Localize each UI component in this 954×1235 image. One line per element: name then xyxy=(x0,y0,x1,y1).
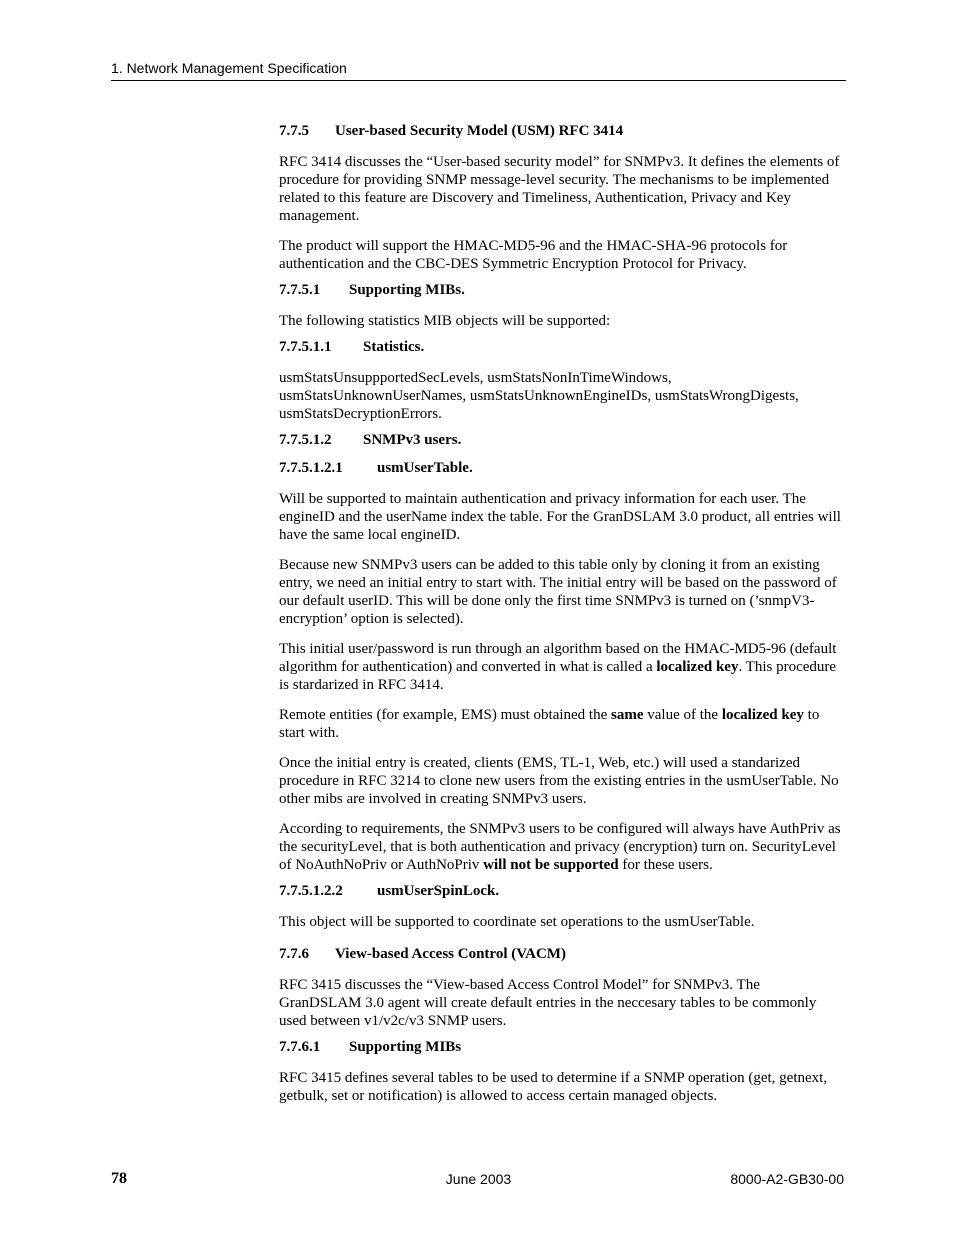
paragraph: Will be supported to maintain authentication and privacy information for each user. The engineID and the userName index the table. For the GranDSLAM 3.0 product, all entries will have the same local engineID. xyxy=(279,491,841,543)
section-title: usmUserTable. xyxy=(377,460,473,476)
document-number: 8000-A2-GB30-00 xyxy=(730,1171,844,1187)
paragraph: RFC 3414 discusses the “User-based security model” for SNMPv3. It defines the elements of procedure for providing SNMP message-level security. The mechanisms to be implemented related to this feature are Discovery and Timeliness, Authentication, Privacy and Key management. xyxy=(279,154,840,224)
paragraph: Once the initial entry is created, clients (EMS, TL-1, Web, etc.) will used a standarized procedure in RFC 3214 to clone new users from the existing entries in the usmUserTable. No other mibs are involved in creating SNMPv3 users. xyxy=(279,755,839,807)
section-number: 7.7.5.1.2.2 xyxy=(279,883,343,899)
section-number: 7.7.6.1 xyxy=(279,1039,321,1055)
heading-7-7-5-1 xyxy=(279,281,844,299)
section-title: User-based Security Model (USM) RFC 3414 xyxy=(335,123,624,139)
section-title: usmUserSpinLock. xyxy=(377,883,500,899)
heading-7-7-5-1-1 xyxy=(279,338,844,356)
paragraph: Remote entities (for example, EMS) must obtained the same value of the localized key to start with. xyxy=(279,707,820,741)
section-title: Supporting MIBs xyxy=(349,1039,462,1055)
footer-date: June 2003 xyxy=(445,1171,512,1187)
heading-7-7-6-1 xyxy=(279,1038,844,1056)
running-header xyxy=(111,59,846,81)
heading-7-7-6 xyxy=(279,945,844,963)
section-number: 7.7.5.1.2 xyxy=(279,432,332,448)
paragraph: Because new SNMPv3 users can be added to this table only by cloning it from an existing entry, we need an initial entry to start with. The initial entry will be based on the password of our default userID. This will be done only the first time SNMPv3 is turned on (’snmpV3-encryption’ option is selected). xyxy=(279,557,837,627)
section-number: 7.7.5.1.2.1 xyxy=(279,460,343,476)
section-title: Supporting MIBs. xyxy=(349,282,465,298)
page-content xyxy=(279,122,844,1117)
heading-7-7-5-1-2 xyxy=(279,431,844,449)
section-number: 7.7.6 xyxy=(279,946,309,962)
section-title: SNMPv3 users. xyxy=(363,432,462,448)
paragraph: usmStatsUnsuppportedSecLevels, usmStatsNonInTimeWindows, usmStatsUnknownUserNames, usmStatsUnknownEngineIDs, usmStatsWrongDigests, usmStatsDecryptionErrors. xyxy=(279,370,799,422)
heading-7-7-5-1-2-1 xyxy=(279,459,844,477)
paragraph: This object will be supported to coordinate set operations to the usmUserTable. xyxy=(279,914,755,930)
not-supported-emphasis: will not be supported xyxy=(483,857,619,873)
section-number: 7.7.5.1 xyxy=(279,282,321,298)
paragraph: RFC 3415 defines several tables to be used to determine if a SNMP operation (get, getnext, getbulk, set or notification) is allowed to access certain managed objects. xyxy=(279,1070,828,1104)
heading-7-7-5 xyxy=(279,122,844,140)
section-title: Statistics. xyxy=(363,339,425,355)
section-number: 7.7.5.1.1 xyxy=(279,339,332,355)
section-title: View-based Access Control (VACM) xyxy=(335,946,566,962)
paragraph: The following statistics MIB objects will be supported: xyxy=(279,313,611,329)
heading-7-7-5-1-2-2 xyxy=(279,882,844,900)
page-number: 78 xyxy=(111,1170,127,1187)
running-title: 1. Network Management Specification xyxy=(111,60,347,76)
localized-key-emphasis: localized key xyxy=(721,707,804,723)
paragraph: RFC 3415 discusses the “View-based Access Control Model” for SNMPv3. The GranDSLAM 3.0 agent will create default entries in the neccesary tables to be commonly used between v1/v2c/v3 SNMP users. xyxy=(279,977,817,1029)
same-emphasis: same xyxy=(611,707,644,723)
paragraph: The product will support the HMAC-MD5-96 and the HMAC-SHA-96 protocols for authentication and the CBC-DES Symmetric Encryption Protocol for Privacy. xyxy=(279,238,788,272)
page-footer xyxy=(111,1170,846,1190)
paragraph: According to requirements, the SNMPv3 users to be configured will always have AuthPriv as the securityLevel, that is both authentication and privacy (encryption) turn on. SecurityLevel of NoAuthNoPriv or AuthNoPriv will not be supported for these users. xyxy=(279,821,841,873)
localized-key-emphasis: localized key xyxy=(656,659,739,675)
section-number: 7.7.5 xyxy=(279,123,309,139)
paragraph: This initial user/password is run through an algorithm based on the HMAC-MD5-96 (default algorithm for authentication) and converted in what is called a localized key. This procedure is stardarized in RFC 3414. xyxy=(279,641,837,693)
